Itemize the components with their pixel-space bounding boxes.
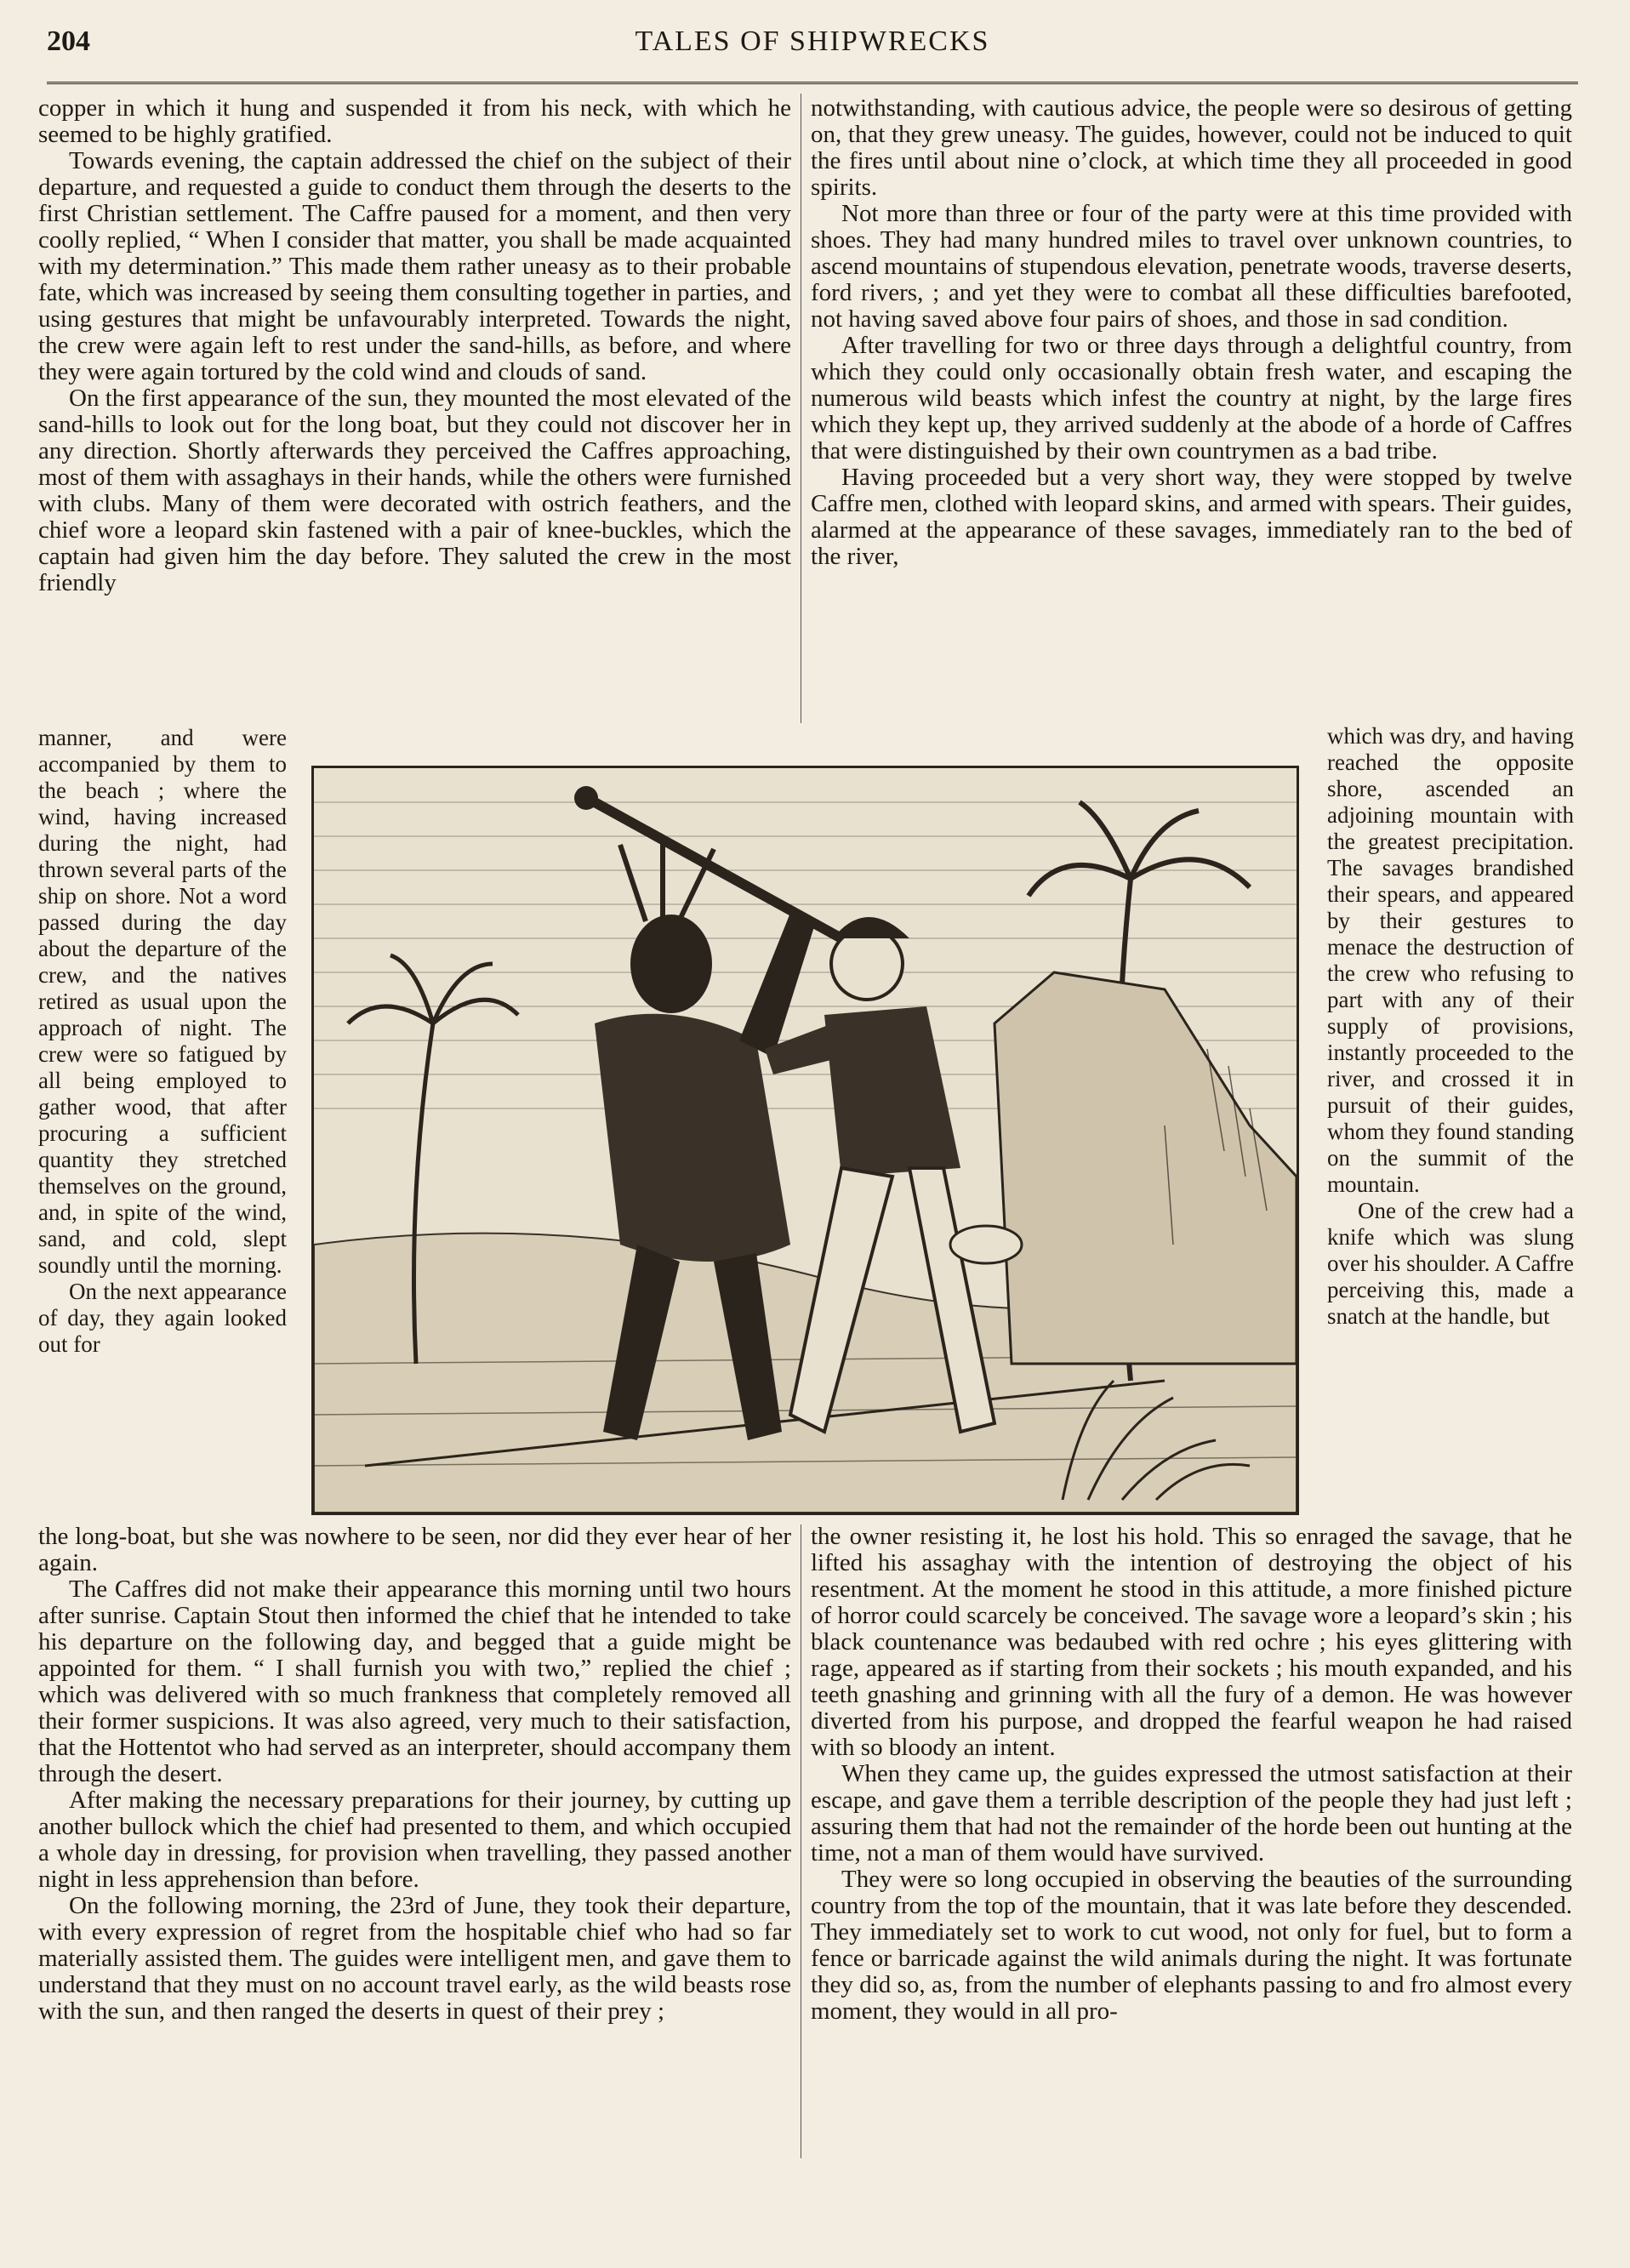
engraving-illustration bbox=[311, 766, 1299, 1515]
left-column-top bbox=[38, 95, 791, 596]
paragraph: On the following morning, the 23rd of June, they took their departure, with every expression of regret from the hospitable chief who had so far materially assisted them. The guides were intelligent men, and gave them to understand that they must on no account travel early, as the wild beasts rose with the sun, and then ranged the deserts in quest of their prey ; bbox=[38, 1892, 791, 2025]
left-wrap-column bbox=[38, 725, 287, 1358]
paragraph: the owner resisting it, he lost his hold. This so enraged the savage, that he lifted his assaghay with the intention of destroying the object of his resentment. At the moment he stood in this attitude, a more finished picture of horror could scarcely be conceived. The savage wore a leopard’s skin ; his black countenance was bedaubed with red ochre ; his eyes glittering with rage, appeared as if starting from their sockets ; his mouth expanded, and his teeth gnashing and grinning with all the fury of a demon. He was however diverted from his purpose, and dropped the fearful weapon he had raised with so bloody an intent. bbox=[811, 1523, 1572, 1761]
header-rule bbox=[47, 82, 1578, 84]
paragraph: They were so long occupied in observing the beauties of the surrounding country from the top of the mountain, that it was late before they descended. They immediately set to work to cut wood, not only for fuel, but to form a fence or barricade against the wild animals during the night. It was fortunate they did so, as, from the number of elephants passing to and fro almost every moment, they would in all pro- bbox=[811, 1866, 1572, 2025]
paragraph: After making the necessary preparations for their journey, by cutting up another bullock which the chief had presented to them, and which occupied a whole day in dressing, for provision when travelling, they passed another night in less apprehension than before. bbox=[38, 1786, 791, 1893]
page-header bbox=[47, 26, 1578, 68]
paragraph: When they came up, the guides expressed the utmost satisfaction at their escape, and gave them a terrible description of the people they had just left ; assuring them that had not the remainder of the horde been out hunting at the time, not a man of them would have survived. bbox=[811, 1760, 1572, 1866]
paragraph: Towards evening, the captain addressed the chief on the subject of their departure, and requested a guide to conduct them through the deserts to the first Christian settlement. The Caffre paused for a moment, and then very coolly replied, “ When I consider that matter, you shall be made acquainted with my determination.” This made them rather uneasy as to their probable fate, which was increased by seeing them consulting together in parties, and using gestures that might be unfavourably interpreted. Towards the night, the crew were again left to rest under the sand-hills, as before, and where they were again tortured by the cold wind and clouds of sand. bbox=[38, 147, 791, 385]
page-number: 204 bbox=[47, 26, 90, 57]
running-title: TALES OF SHIPWRECKS bbox=[635, 26, 990, 57]
paragraph: On the first appearance of the sun, they mounted the most elevated of the sand-hills to look out for the long boat, but they could not discover her in any direction. Shortly afterwards they perceived the Caffres approaching, most of them with assaghays in their hands, while the others were furnished with clubs. Many of them were decorated with ostrich feathers, and the chief wore a leopard skin fastened with a pair of knee-buckles, which the captain had given him the day before. They saluted the crew in the most friendly bbox=[38, 385, 791, 596]
right-wrap-column bbox=[1327, 723, 1574, 1330]
paragraph: On the next appearance of day, they again looked out for bbox=[38, 1279, 287, 1357]
paragraph: which was dry, and having reached the opposite shore, ascended an adjoining mountain with the greatest precipitation. The savages brandished their spears, and appeared by their gestures to menace the destruction of the crew who refusing to part with any of their supply of provisions, instantly proceeded to the river, and crossed it in pursuit of their guides, whom they found standing on the summit of the mountain. bbox=[1327, 723, 1574, 1197]
paragraph: Not more than three or four of the party were at this time provided with shoes. They had many hundred miles to travel over unknown countries, to ascend mountains of stupendous elevation, penetrate woods, traverse deserts, ford rivers, ; and yet they were to combat all these difficulties barefooted, not having saved above four pairs of shoes, and those in sad condition. bbox=[811, 200, 1572, 333]
paragraph: The Caffres did not make their appearance this morning until two hours after sunrise. Captain Stout then informed the chief that he intended to take his departure on the following day, and begged that a guide might be appointed for them. “ I shall furnish you with two,” replied the chief ; which was delivered with so much frankness that completely removed all their former suspicions. It was also agreed, very much to their satisfaction, that the Hottentot who had served as an interpreter, should accompany them through the desert. bbox=[38, 1576, 791, 1787]
left-column-bottom bbox=[38, 1524, 791, 2025]
paragraph: Having proceeded but a very short way, they were stopped by twelve Caffre men, clothed with leopard skins, and armed with spears. Their guides, alarmed at the appearance of these savages, immediately ran to the bed of the river, bbox=[811, 464, 1572, 570]
paragraph: One of the crew had a knife which was slung over his shoulder. A Caffre perceiving this, made a snatch at the handle, but bbox=[1327, 1198, 1574, 1329]
paragraph: the long-boat, but she was nowhere to be seen, nor did they ever hear of her again. bbox=[38, 1523, 791, 1576]
paragraph: copper in which it hung and suspended it from his neck, with which he seemed to be highly gratified. bbox=[38, 94, 791, 148]
paragraph: notwithstanding, with cautious advice, the people were so desirous of getting on, that they grew uneasy. The guides, however, could not be induced to quit the fires until about nine o’clock, at which time they all proceeded in good spirits. bbox=[811, 94, 1572, 201]
fallen-hat bbox=[950, 1226, 1022, 1263]
right-column-top bbox=[811, 95, 1572, 570]
paragraph: After travelling for two or three days through a delightful country, from which they could only occasionally obtain fresh water, and escaping the numerous wild beasts which infest the country at night, by the large fires which they kept up, they arrived suddenly at the abode of a horde of Caffres that were distinguished by their own countrymen as a bad tribe. bbox=[811, 332, 1572, 464]
right-column-bottom bbox=[811, 1524, 1572, 2025]
paragraph: manner, and were accompanied by them to the beach ; where the wind, having increased during the night, had thrown several parts of the ship on shore. Not a word passed during the day about the departure of the crew, and the natives retired as usual upon the approach of night. The crew were so fatigued by all being employed to gather wood, that after procuring a sufficient quantity they stretched themselves on the ground, and, in spite of the wind, sand, and cold, slept soundly until the morning. bbox=[38, 725, 287, 1278]
engraving-art bbox=[314, 768, 1297, 1513]
